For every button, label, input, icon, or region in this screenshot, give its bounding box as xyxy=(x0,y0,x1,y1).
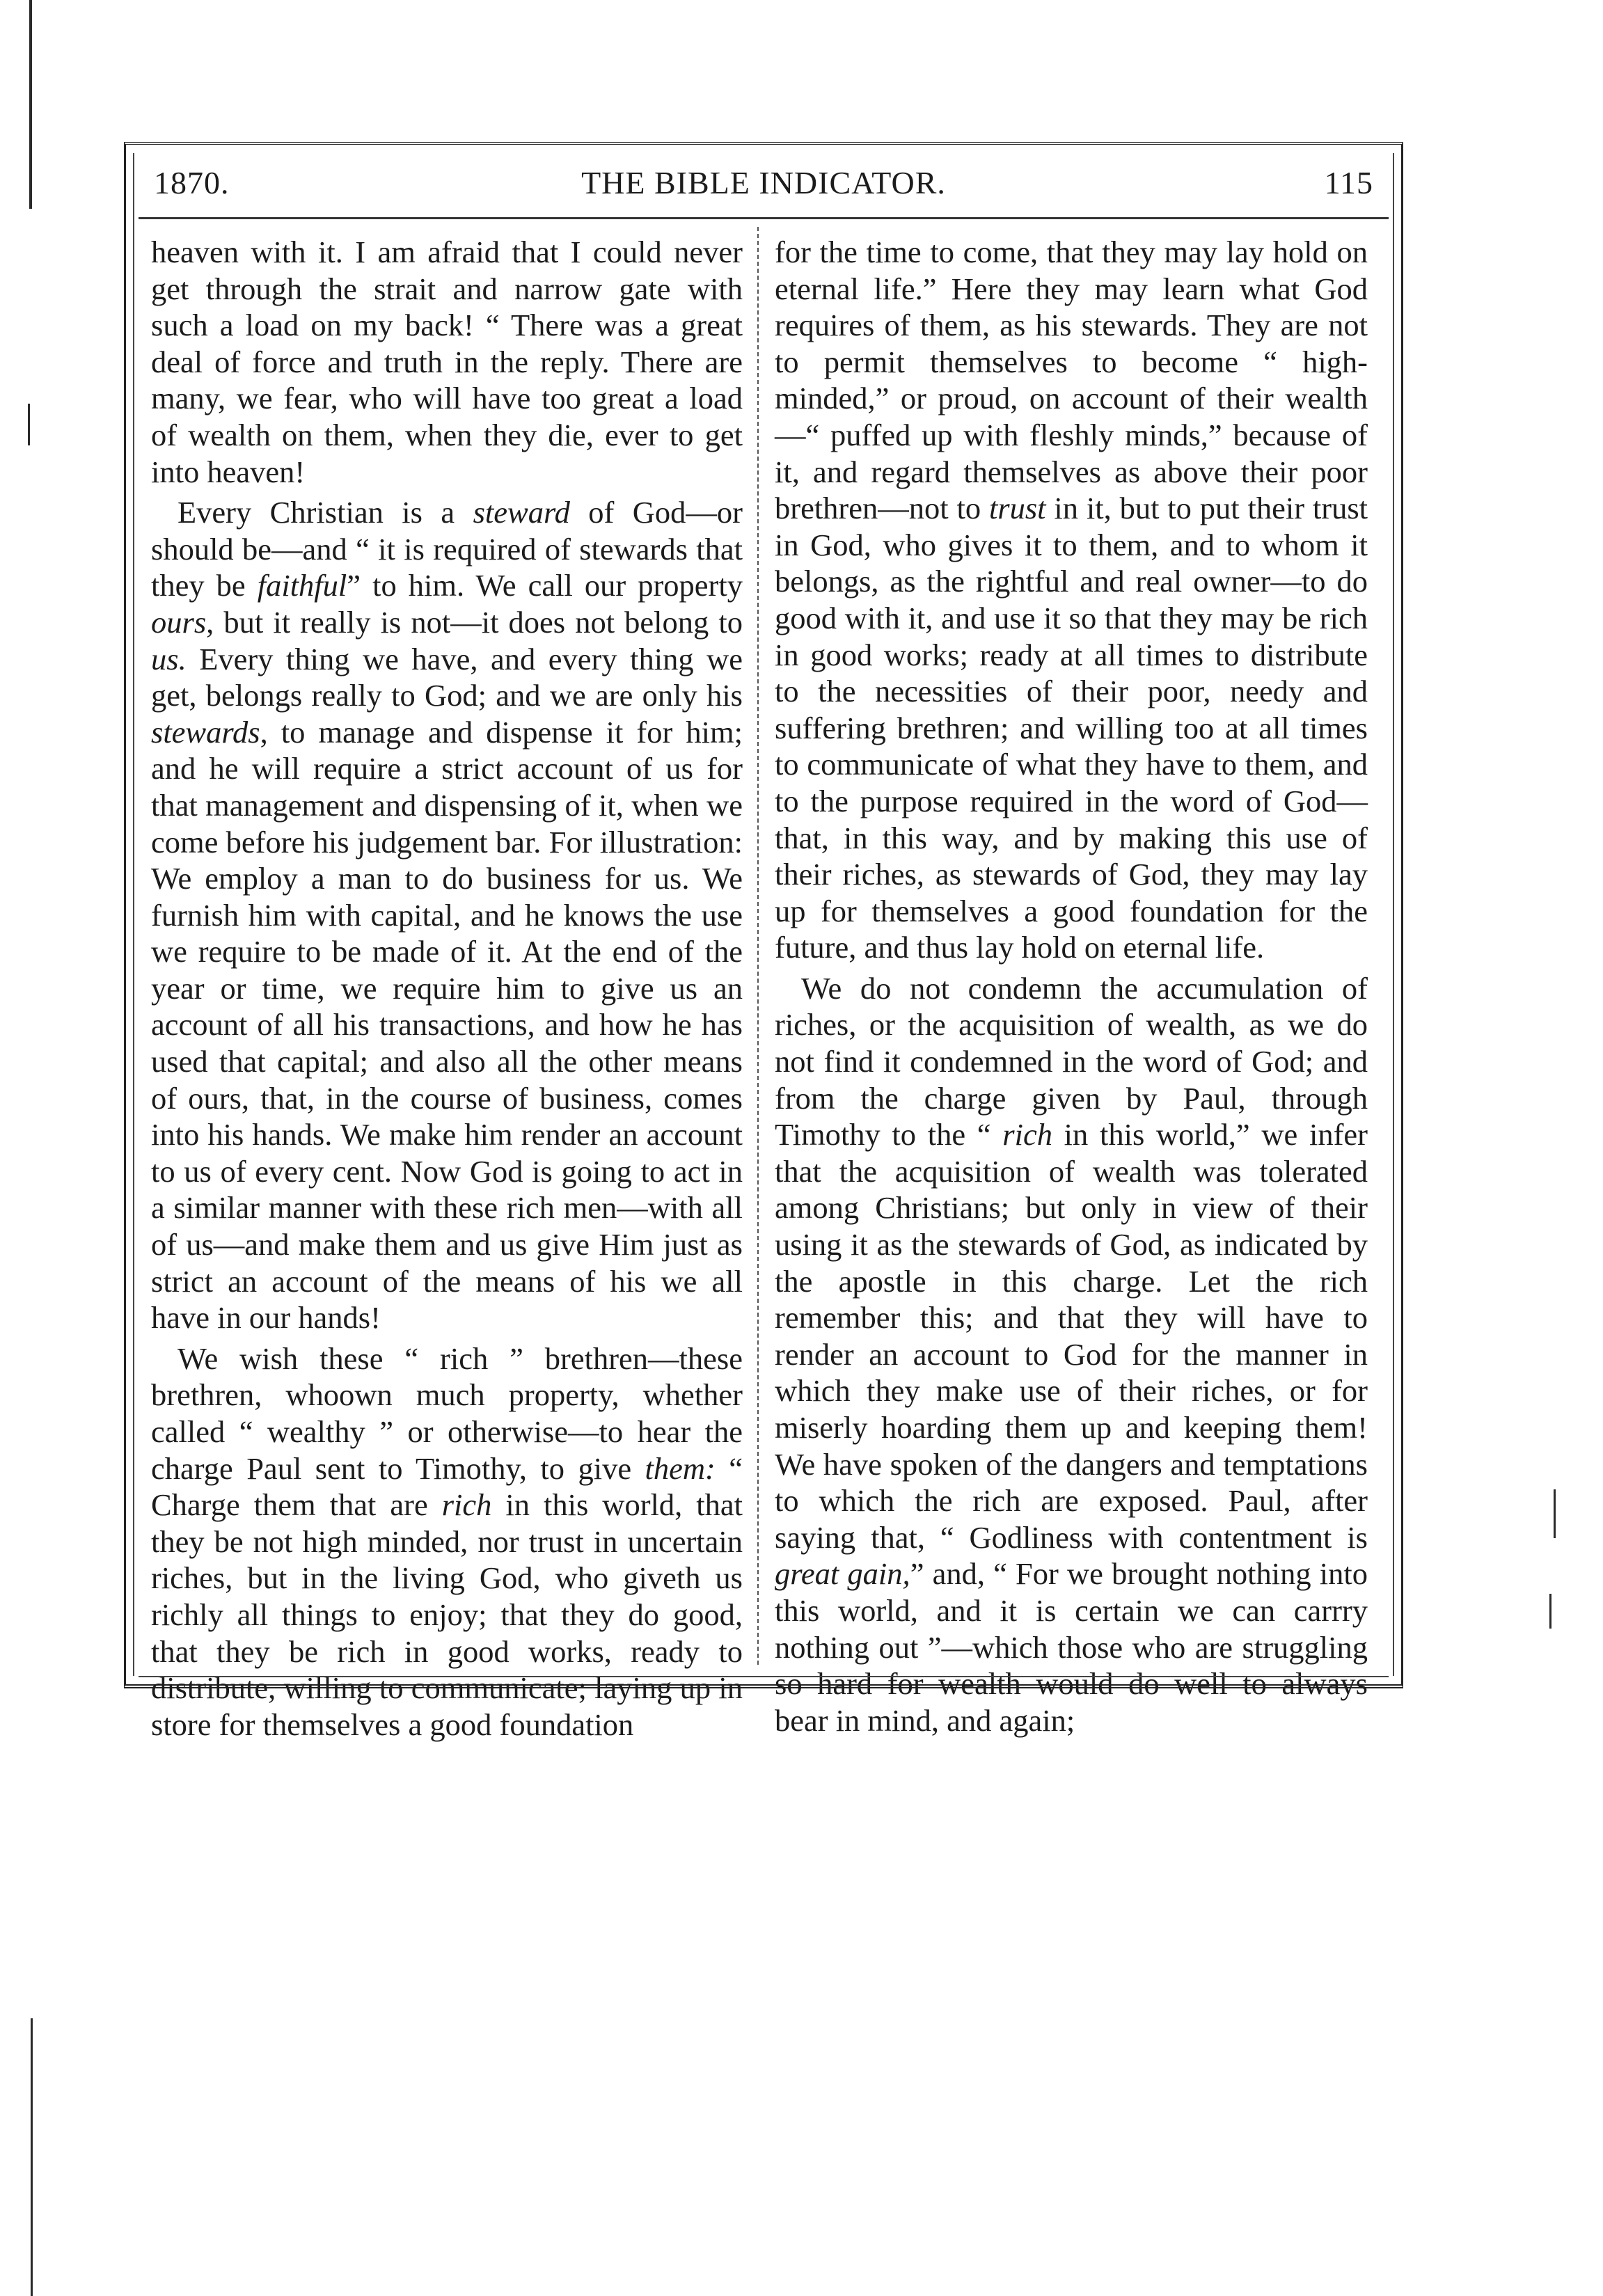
running-header xyxy=(141,164,1386,206)
header-title: THE BIBLE INDICATOR. xyxy=(581,165,946,200)
header-rule xyxy=(139,217,1389,219)
paragraph: for the time to come, that they may lay hold on eternal life.” Here they may learn what God requires of them, as his stewards. They are not to permit themselves to become “ high-minded,” or proud, on account of their wealth—“ puffed up with fleshly minds,” because of it, and regard themselves as above their poor brethren—not to trust in it, but to put their trust in God, who gives it to them, and to whom it belongs, as the rightful and real owner—to do good with it, and use it so that they may be rich in good works; ready at all times to distribute to the necessities of their poor, needy and suffering brethren; and willing too at all times to communicate of what they have to them, and to the purpose required in the word of God—that, in this way, and by making this use of their riches, as stewards of God, they may lay up for themselves a good foundation for the future, and thus lay hold on eternal life. xyxy=(775,235,1368,965)
column-divider xyxy=(757,227,759,1665)
scan-margin-mark xyxy=(1554,1489,1556,1538)
page-frame xyxy=(124,142,1403,1742)
paragraph: We do not condemn the accumulation of riches, or the acquisition of wealth, as we do not find it condemned in the word of God; and from the charge given by Paul, through Timothy to the “ rich in this world,” we infer that the acquisition of wealth was tolerated among Christians; but only in view of their using it as the stewards of God, as indicated by the apostle in this charge. Let the rich remember this; and that they will have to render an account to God for the manner in which they make use of their riches, or for miserly hoarding them up and keeping them! We have spoken of the dangers and temptations to which the rich are exposed. Paul, after saying that, “ Godliness with contentment is great gain,” and, “ For we brought nothing into this world, and it is certain we can carrry nothing out ”—which those who are struggling so hard for wealth would do well to always bear in mind, and again; xyxy=(775,970,1368,1738)
scan-margin-mark xyxy=(29,0,32,209)
footer-rule xyxy=(139,1676,1389,1677)
paragraph: heaven with it. I am afraid that I could never get through the strait and narrow gate with such a load on my back! “ There was a great deal of force and truth in the reply. There are many, we fear, who will have too great a load of wealth on them, when they die, ever to get into heaven! xyxy=(151,235,743,489)
paragraph: Every Christian is a steward of God—or should be—and “ it is required of stewards that they be faithful” to him. We call our property ours, but it really is not—it does not belong to us. Every thing we have, and every thing we get, belongs really to God; and we are only his stewards, to manage and dispense it for him; and he will require a strict account of us for that management and dispensing of it, when we come before his judgement bar. For illustration: We employ a man to do business for us. We furnish him with capital, and he knows the use we require to be made of it. At the end of the year or time, we require him to give us an account of all his transactions, and how he has used that capital; and also all the other means of ours, that, in the course of business, comes into his hands. We make him render an account to us of every cent. Now God is going to act in a similar manner with these rich men—with all of us—and make them and us give Him just as strict an account of the means of his we all have in our hands! xyxy=(151,495,743,1336)
paragraph: We wish these “ rich ” brethren—these brethren, whoown much property, whether called “ wealthy ” or otherwise—to hear the charge Paul sent to Timothy, to give them: “ Charge them that are rich in this world, that they be not high minded, nor trust in uncertain riches, but in the living God, who giveth us richly all things to enjoy; that they do good, that they be rich in good works, ready to distribute, willing to communicate; laying up in store for themselves a good foundation xyxy=(151,1340,743,1742)
right-column xyxy=(765,234,1377,1738)
scan-margin-mark xyxy=(1549,1594,1551,1629)
scan-margin-mark xyxy=(31,2018,33,2296)
left-column xyxy=(139,234,751,1742)
scan-margin-mark xyxy=(28,404,30,445)
page-number: 115 xyxy=(1324,165,1373,200)
header-year: 1870. xyxy=(154,165,230,200)
